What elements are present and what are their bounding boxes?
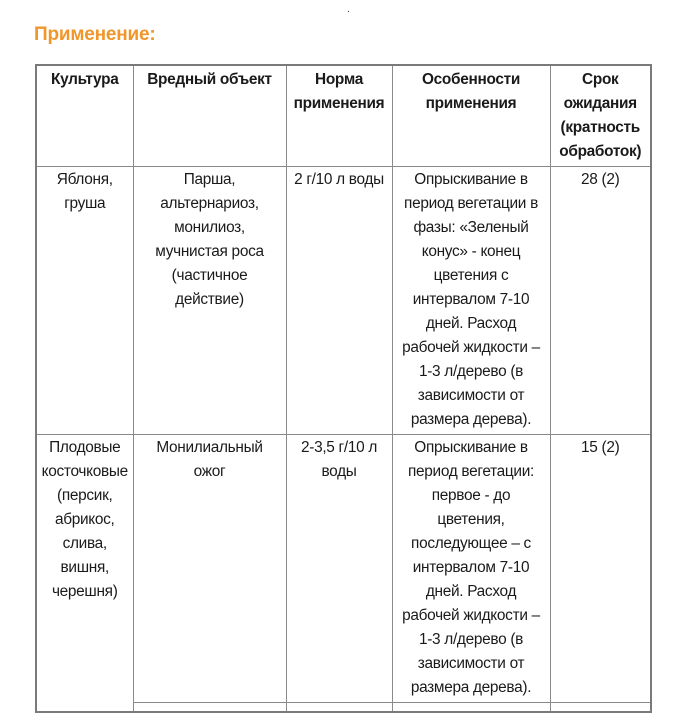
cell-pest: Монилиальный ожог xyxy=(133,435,286,703)
cell-empty xyxy=(392,703,550,713)
cell-rate: 2 г/10 л воды xyxy=(286,167,392,435)
cell-culture: Плодовые косточковые (персик, абрикос, слива, вишня, черешня) xyxy=(36,435,133,713)
application-table xyxy=(35,64,652,713)
table-row xyxy=(36,435,651,703)
header-features: Особенности применения xyxy=(392,65,550,167)
header-pest: Вредный объект xyxy=(133,65,286,167)
page-mark: . xyxy=(347,4,350,15)
header-culture: Культура xyxy=(36,65,133,167)
cell-rate: 2-3,5 г/10 л воды xyxy=(286,435,392,703)
cell-empty xyxy=(550,703,651,713)
header-rate: Норма применения xyxy=(286,65,392,167)
cell-waiting: 15 (2) xyxy=(550,435,651,703)
cell-features: Опрыскивание в период вегетации: первое - до цветения, последующее – с интервалом 7-10 дней. Расход рабочей жидкости – 1-3 л/дерево (в зависимости от размера дерева). xyxy=(392,435,550,703)
section-title: Применение: xyxy=(34,24,156,45)
cell-culture: Яблоня, груша xyxy=(36,167,133,435)
header-waiting: Срок ожидания (кратность обработок) xyxy=(550,65,651,167)
cell-empty xyxy=(133,703,286,713)
cell-features: Опрыскивание в период вегетации в фазы: «Зеленый конус» - конец цветения с интервалом 7-10 дней. Расход рабочей жидкости – 1-3 л/дерево (в зависимости от размера дерева). xyxy=(392,167,550,435)
cell-waiting: 28 (2) xyxy=(550,167,651,435)
table-row xyxy=(36,167,651,435)
table-header-row xyxy=(36,65,651,167)
cell-pest: Парша, альтернариоз, монилиоз, мучнистая роса (частичное действие) xyxy=(133,167,286,435)
cell-empty xyxy=(286,703,392,713)
